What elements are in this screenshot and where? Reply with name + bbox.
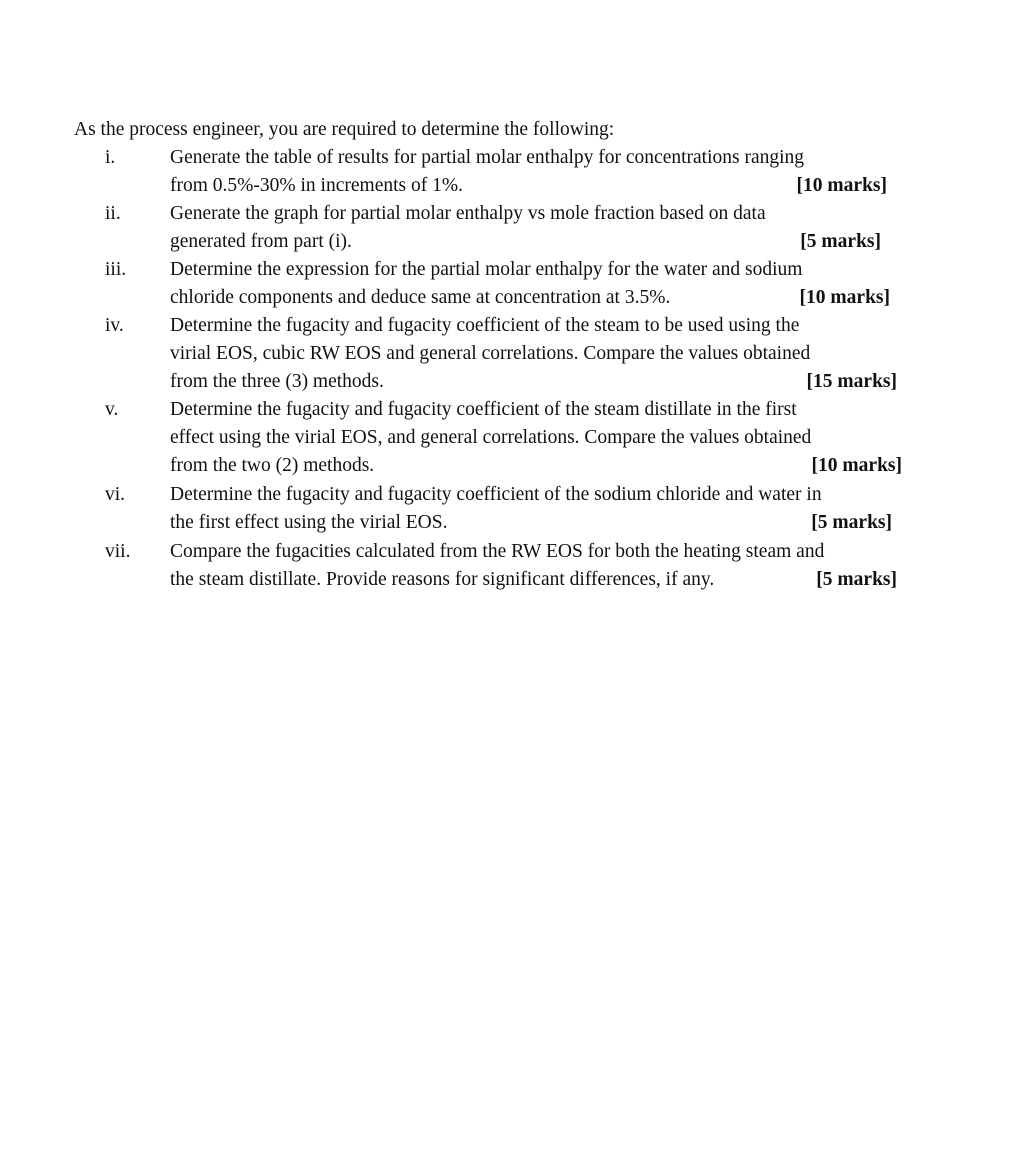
question-numeral: vii. — [105, 541, 131, 562]
question-text-line: Determine the fugacity and fugacity coefficient of the steam to be used using the — [170, 315, 800, 336]
question-text-line: Determine the fugacity and fugacity coefficient of the sodium chloride and water in — [170, 484, 822, 505]
question-numeral: vi. — [105, 484, 126, 505]
question-text-line: from 0.5%-30% in increments of 1%. — [170, 175, 463, 196]
question-text-line: chloride components and deduce same at concentration at 3.5%. — [170, 287, 671, 308]
marks-label: [10 marks] — [796, 175, 887, 196]
marks-label: [10 marks] — [799, 287, 890, 308]
question-text-line: the steam distillate. Provide reasons for significant differences, if any. — [170, 569, 715, 590]
question-numeral: i. — [105, 147, 116, 168]
question-numeral: iv. — [105, 315, 124, 336]
question-text-line: Generate the table of results for partial molar enthalpy for concentrations ranging — [170, 147, 805, 168]
question-text-line: from the three (3) methods. — [170, 371, 384, 392]
question-numeral: v. — [105, 399, 119, 420]
marks-label: [5 marks] — [800, 231, 881, 252]
question-text-line: Determine the expression for the partial molar enthalpy for the water and sodium — [170, 259, 803, 280]
question-numeral: ii. — [105, 203, 121, 224]
marks-label: [15 marks] — [806, 371, 897, 392]
marks-label: [10 marks] — [811, 455, 902, 476]
marks-label: [5 marks] — [811, 512, 892, 533]
question-numeral: iii. — [105, 259, 127, 280]
question-text-line: Determine the fugacity and fugacity coefficient of the steam distillate in the first — [170, 399, 797, 420]
marks-label: [5 marks] — [816, 569, 897, 590]
question-text-line: Compare the fugacities calculated from the RW EOS for both the heating steam and — [170, 541, 825, 562]
question-text-line: Generate the graph for partial molar enthalpy vs mole fraction based on data — [170, 203, 766, 224]
question-text-line: virial EOS, cubic RW EOS and general correlations. Compare the values obtained — [170, 343, 811, 364]
question-text-line: generated from part (i). — [170, 231, 352, 252]
intro-text: As the process engineer, you are required to determine the following: — [74, 119, 615, 140]
question-text-line: from the two (2) methods. — [170, 455, 375, 476]
question-text-line: effect using the virial EOS, and general correlations. Compare the values obtained — [170, 427, 812, 448]
question-text-line: the first effect using the virial EOS. — [170, 512, 448, 533]
